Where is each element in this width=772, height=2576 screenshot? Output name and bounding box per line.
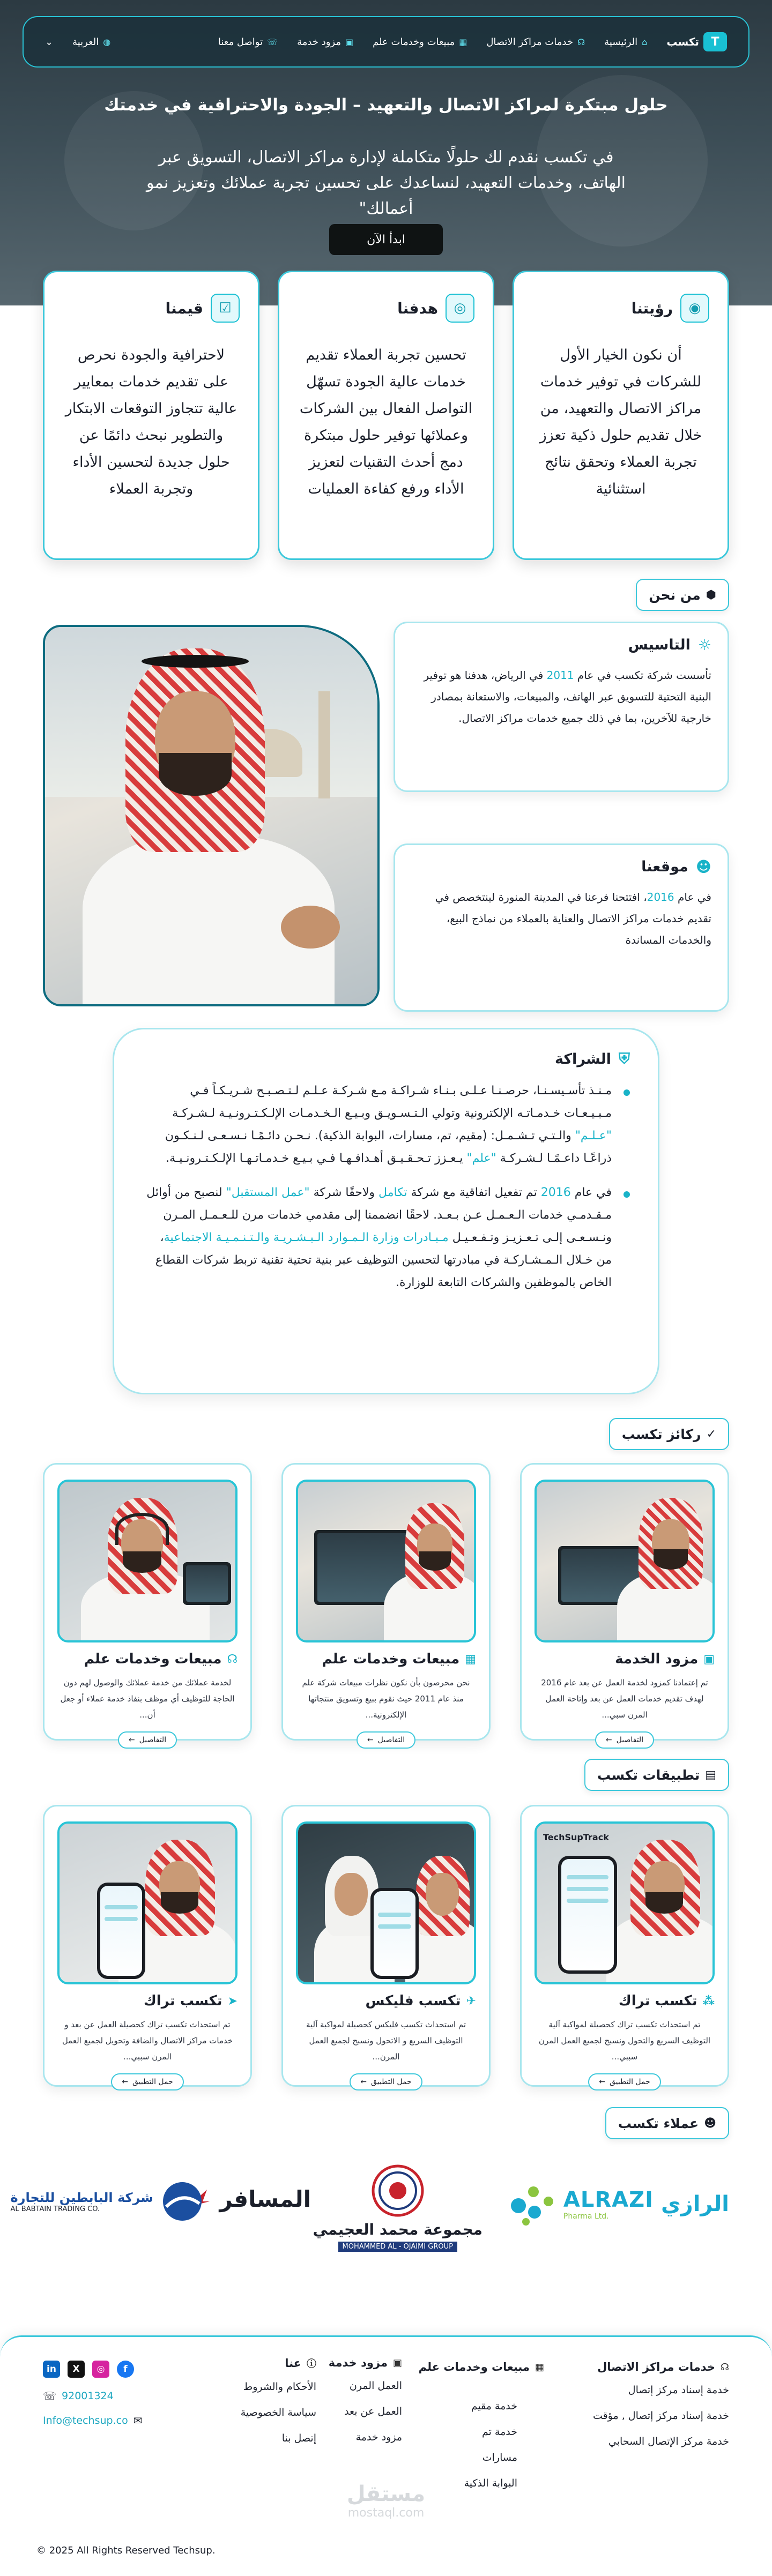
client-subtitle: Pharma Ltd. [563,2212,609,2221]
highlight-text: "علم" [466,1152,496,1165]
location-text [411,886,711,951]
card-text: لاحترافية والجودة نحرص على تقديم خدمات بمعايير عالية تتجاوز التوقعات الابتكار والتطوير نبحث دائمًا عن حلول جديدة لتحسين الأداء وتجربة العملاء [65,347,237,497]
footer-link[interactable]: خدمة مقيم [471,2400,517,2412]
partnership-paragraph-1 [142,1080,630,1170]
start-now-button[interactable]: ابدأ الآن [329,224,443,255]
arrow-left-icon: ← [128,1736,135,1744]
app-card [281,1805,491,2087]
nav-item-label: الرئيسية [604,36,638,48]
section-label-text: ركائز تكسب [621,1426,701,1442]
footer-column-call-centers [593,2361,729,2460]
app-card [43,1805,252,2087]
button-label: التفاصيل [377,1736,405,1744]
footer-link[interactable]: العمل عن بعد [344,2406,402,2417]
text-part: والـتـي تـشـمـل: (مقيم، تم، مسارات، البوابة الذكية). نـحـن دائـمًـا نـسـعـى لـنـكـون ذراعًـا داعـمًـا لـشـركـة [165,1129,612,1165]
pillar-description: تم إعتمادنا كمزود لخدمة العمل عن بعد عام 2016 لهدف تقديم خدمات العمل عن بعد وإتاحة العمل المرن سبي... [541,1678,708,1720]
brand-name: تكسب [666,35,699,48]
globe-icon: ◍ [103,36,111,47]
footer-link[interactable]: خدمة إسناد مركز إتصال [628,2384,729,2396]
goal-card [278,271,494,560]
text-part: مـنـذ تأسـيسـنـا، حرصـنـا عـلـى بـنـاء شـراكـة مـع شـركـة عـلـم لـتـصـبـح شـريـكـاً فـي مـبـيـعـات خـدمـاتـه الإلكترونية وتولي الـتـسـويـق وبـيـع الـخـدمـات الإلـكـتـرونـيـة لـشـركـة [172,1084,612,1120]
partnership-card [113,1028,659,1394]
footer-column-title: عنا [285,2357,301,2370]
founding-text [411,664,711,729]
download-app-button[interactable] [350,2073,422,2090]
highlight-text: تكامل [378,1186,407,1199]
nav-item-service-provider[interactable] [297,36,353,48]
app-card [520,1805,729,2087]
client-name-ar: شركة البابطين للتجارة [10,2190,153,2205]
text-part: تم تفعيل اتفاقية مع شركة [407,1186,541,1199]
founding-card [394,622,729,792]
app-icon: ▤ [705,1768,716,1782]
footer-column-elm-sales [419,2361,544,2502]
phone-icon: ☏ [43,2390,57,2402]
headset-icon: ☊ [227,1652,237,1666]
footer-link[interactable]: خدمة إسناد مركز إتصال , مؤقت [592,2410,729,2422]
brand-logo[interactable] [666,32,727,51]
info-icon: ⓘ [307,2358,316,2370]
seal-icon [371,2164,425,2217]
highlight-text: "عمل المستقبل" [226,1186,310,1199]
social-links [43,2361,142,2378]
app-title: تكسب تراك [143,1993,222,2009]
app-screen-text: TechSupTrack [543,1832,609,1842]
button-label: التفاصيل [616,1736,644,1744]
mail-icon: ✉ [133,2414,143,2427]
client-name-ar: المسافر [219,2185,311,2212]
nav-item-call-centers[interactable] [486,36,585,48]
pillar-description: لخدمة عملائك من خدمة عملائك والوصول لهم دون الحاجة للتوظيف أي موظف بنفاذ خدمة عملاء أو جعل أن... [60,1678,235,1720]
pillar-card [43,1463,252,1744]
footer-link[interactable]: مزود خدمة [355,2431,402,2443]
nav-item-label: مزود خدمة [297,36,341,48]
card-text: أن نكون الخيار الأول للشركات في توفير خدمات مراكز الاتصال والتعهيد، من خلال تقديم حلول ذكية تعزز تجربة العملاء وتحقق نتائج استثنائية [539,347,702,497]
photo-scene [45,627,377,1004]
chart-icon: ▦ [535,2361,544,2373]
app-image [296,1821,476,1984]
text-part: في عام [674,891,711,904]
text-part: لنصبح من أوائل مـقـدمـي خدمات الـعـمـل عـن بـعـد. لاحقًا انضممنا إلى مقدمي خدمات مرن للـعـمـل المـرن ونـسـعـى إلـى تـعـزيـز وتـفـعـيـل [146,1186,612,1244]
copyright: © 2025 All Rights Reserved Techsup. [36,2545,216,2556]
plane-icon: ✈ [466,1994,476,2008]
section-label-text: عملاء تكسب [618,2115,699,2131]
hero-title: حلول مبتكرة لمراكز الاتصال والتعهيد – الجودة والاحترافية في خدمتك [104,95,668,115]
pillars-section-label [609,1418,729,1450]
pillar-card [281,1463,491,1744]
nav-item-contact[interactable] [218,36,278,48]
card-title: هدفنا [397,299,438,317]
footer-link[interactable]: العمل المرن [349,2380,402,2392]
text-part: في عام [570,1186,612,1199]
highlight-text: "عـلـم" [575,1129,612,1143]
app-image [535,1821,715,1984]
text-part: تأسست شركة تكسب في عام [574,669,711,682]
arrow-left-icon: ← [360,2078,367,2086]
footer-link[interactable]: سياسة الخصوصية [240,2407,316,2418]
client-name-ar: مجموعة محمد العجيمي [313,2221,482,2238]
arrow-left-icon: ← [605,1736,612,1744]
text-part: ولاحقًا شركة [309,1186,379,1199]
watermark [332,2482,440,2520]
card-text: تحسين تجربة العملاء تقديم خدمات عالية الجودة تسهّل التواصل الفعال بين الشركات وعملائها توفير حلول مبتكرة دمج أحدث التقنيات لتعزيز الأداء ورفع كفاءة العمليات [299,347,473,497]
molecule-icon [508,2180,556,2228]
footer-link[interactable]: إتصل بنا [281,2432,316,2444]
section-label-text: من نحن [649,587,701,603]
x-icon[interactable]: X [68,2361,85,2378]
instagram-icon[interactable]: ◎ [92,2361,109,2378]
nav-item-label: خدمات مراكز الاتصال [486,36,573,48]
chart-icon: ▦ [465,1652,476,1666]
person-agal [142,655,249,668]
briefcase-icon: ▣ [345,36,354,47]
pillar-details-button[interactable] [595,1731,654,1749]
home-icon: ⌂ [642,36,648,47]
pillar-image [535,1480,715,1642]
text-part: في الرياض، هدفنا هو توفير البنية التحتية للتسويق عبر الهاتف، والمبيعات، والاستعانة بمصادر خارجية للآخرين، بما في ذلك جميع خدمات مراكز الاتصال. [424,669,711,725]
arrow-left-icon: ← [599,2078,605,2086]
headset-icon: ☊ [721,2361,729,2373]
person-hand [281,906,340,949]
button-label: حمل التطبيق [132,2078,173,2086]
pillar-image [57,1480,237,1642]
linkedin-icon[interactable]: in [43,2361,60,2378]
highlight-text: 2016 [540,1186,571,1199]
check-circle-icon: ✓ [706,1427,716,1441]
app-title: تكسب تراك [618,1993,697,2009]
footer-link[interactable]: خدمة تم [481,2426,517,2438]
logo-mark-icon: T [703,32,727,51]
person-beard [159,753,232,796]
pillar-description: نحن محرصون بأن نكون نظرات مبيعات شركة علم منذ عام 2011 حيث نقوم ببيع وتسويق منتجاتها الإلكترونية... [302,1678,470,1720]
apps-section-label [584,1759,729,1791]
client-name-en: MOHAMMED AL - OJAIMI GROUP [338,2242,457,2252]
grid-icon: ⁂ [702,1994,715,2008]
footer-link[interactable]: البوابة الذكية [464,2477,517,2489]
nav-item-label: تواصل معنا [218,36,263,48]
pillar-details-button[interactable] [357,1731,415,1749]
card-title: قيمنا [165,299,203,317]
clients-logos [0,2137,772,2276]
pillar-details-button[interactable] [118,1731,177,1749]
footer-column-about [241,2356,316,2457]
app-image [57,1821,237,1984]
footer-link[interactable]: خدمة مركز الإتصال السحابي [608,2436,729,2447]
email-contact[interactable] [43,2414,142,2427]
about-photo [43,625,380,1006]
footer [0,2335,772,2576]
footer-link[interactable]: الأحكام والشروط [243,2381,316,2393]
arrow-left-icon: ← [122,2078,128,2086]
phone-contact[interactable] [43,2390,142,2402]
hero-description: في تكسب نقدم لك حلولًا متكاملة لإدارة مراكز الاتصال، التسويق عبر الهاتف، وخدمات التعهيد، لنساعدك على تحسين تجربة عملائك وتعزيز نمو أعمالك" [146,148,626,218]
location-card [394,843,729,1012]
pillar-title: مبيعات وخدمات علم [322,1651,460,1667]
app-description: تم استحداث تكسب فليكس كحصيلة لمواكبة آلية التوظيف السريع و الاتحول ونسبح لجميع العمل المرن... [306,2020,466,2062]
section-label-text: تطبيقات تكسب [597,1767,700,1783]
vision-card [513,271,729,560]
footer-link[interactable]: مسارات [482,2452,517,2463]
location-year: 2016 [647,891,674,904]
check-icon: ☑ [211,294,240,323]
text-part: يـعـزز تـحـقـيـق أهـدافـهـا فـي بـيـع خـدمـاتـهـا الإلـكـتـرونـيـة. [166,1152,467,1165]
facebook-icon[interactable]: f [117,2361,134,2378]
text-part: ، افتتحنا فرعنا في المدينة المنورة لينتخصص في تقديم خدمات مراكز الاتصال والعناية بالعملاء من نماذج البيع، والخدمات المساندة [435,891,711,946]
users-icon: ☻ [704,2116,716,2130]
client-logo-alrazi [508,2180,729,2228]
footer-column-title: مبيعات وخدمات علم [418,2361,530,2373]
client-name-en: AL BABTAIN TRADING CO. [10,2205,100,2213]
briefcase-icon: ▣ [392,2357,402,2369]
hero-section [0,0,772,305]
bullet-dot [623,1191,630,1198]
chevron-down-icon[interactable]: ⌄ [45,36,54,48]
partnership-paragraph-2 [142,1182,630,1294]
download-app-button[interactable] [588,2073,661,2090]
nav-item-home[interactable] [604,36,647,48]
email-address: Info@techsup.co [43,2415,128,2426]
card-title: رؤيتنا [631,299,673,317]
about-section-label [636,579,729,611]
nav-item-label: مبيعات وخدمات علم [373,36,455,48]
button-label: حمل التطبيق [609,2078,650,2086]
pillar-card [520,1463,729,1744]
headset-icon: ☊ [577,36,585,47]
lightbulb-icon: ☼ [697,636,711,654]
arrow-left-icon: ← [367,1736,374,1744]
pillar-title: مزود الخدمة [615,1651,699,1667]
card-title: موقعنا [641,858,688,875]
app-title: تكسب فليكس [365,1993,461,2009]
text-part: ، من خـلال الـمـشـاركـة في مبادرتها لتحسين التوظيف عبر بنية تحتية تقنية تربط شركات القطاع الخاص بالموظفين والشركات التابعة للوزارة. [155,1231,612,1289]
pillar-title: مبيعات وخدمات علم [84,1651,222,1667]
download-app-button[interactable] [111,2073,184,2090]
main-navbar [23,16,749,68]
values-card [43,271,259,560]
client-logo-albabtain [11,2180,204,2223]
watermark-text: مستقل [346,2482,426,2506]
app-description: تم استحداث تكسب تراك كحصيلة العمل عن بعد و خدمات مراكز الاتصال والضافة وتحويل لجميع العمل المرن سببي... [62,2020,233,2062]
footer-column-service-provider [329,2356,402,2456]
footer-contact [43,2361,142,2427]
briefcase-icon: ▣ [703,1652,715,1666]
nav-item-elm-sales[interactable] [373,36,467,48]
button-label: التفاصيل [139,1736,167,1744]
highlight-text: مـبـادرات وزارة الـمـوارد الـبـشـريـة والـتـنـمـيـة الاجتماعية [164,1231,449,1244]
cube-icon: ⬢ [706,588,716,602]
card-title: التاسيس [628,637,691,653]
language-label: العربية [72,36,99,48]
client-logo-ojaimi [313,2164,482,2252]
minaret [318,691,330,798]
founding-year: 2011 [546,669,574,682]
chart-icon: ▦ [459,36,467,47]
clients-section-label [605,2107,729,2139]
card-title: الشراكة [554,1050,611,1067]
globe-logo-icon [161,2180,204,2223]
handshake-icon: ⛨ [618,1050,630,1067]
target-icon: ◎ [446,294,474,323]
bullet-dot [623,1089,630,1096]
eye-icon: ◉ [680,294,709,323]
client-name-ar: الرازي [660,2192,729,2216]
watermark-subtext: mostaql.com [347,2506,425,2520]
send-icon: ➤ [227,1994,237,2008]
phone-icon: ☏ [267,36,278,47]
pillar-image [296,1480,476,1642]
footer-column-title: مزود خدمة [328,2356,388,2369]
footer-column-title: خدمات مراكز الاتصال [597,2361,715,2373]
client-logo-almusafer [185,2185,311,2212]
phone-number: 92001324 [62,2390,114,2402]
client-name-en: ALRAZI [563,2187,654,2212]
button-label: حمل التطبيق [370,2078,412,2086]
app-description: تم استحداث تكسب تراك كحصيلة لمواكبة آلية التوظيف السريع والتحول ونسبح لجميع العمل المرن سببي... [538,2020,711,2062]
users-icon: ☻ [695,858,711,876]
language-switcher[interactable] [72,36,110,48]
